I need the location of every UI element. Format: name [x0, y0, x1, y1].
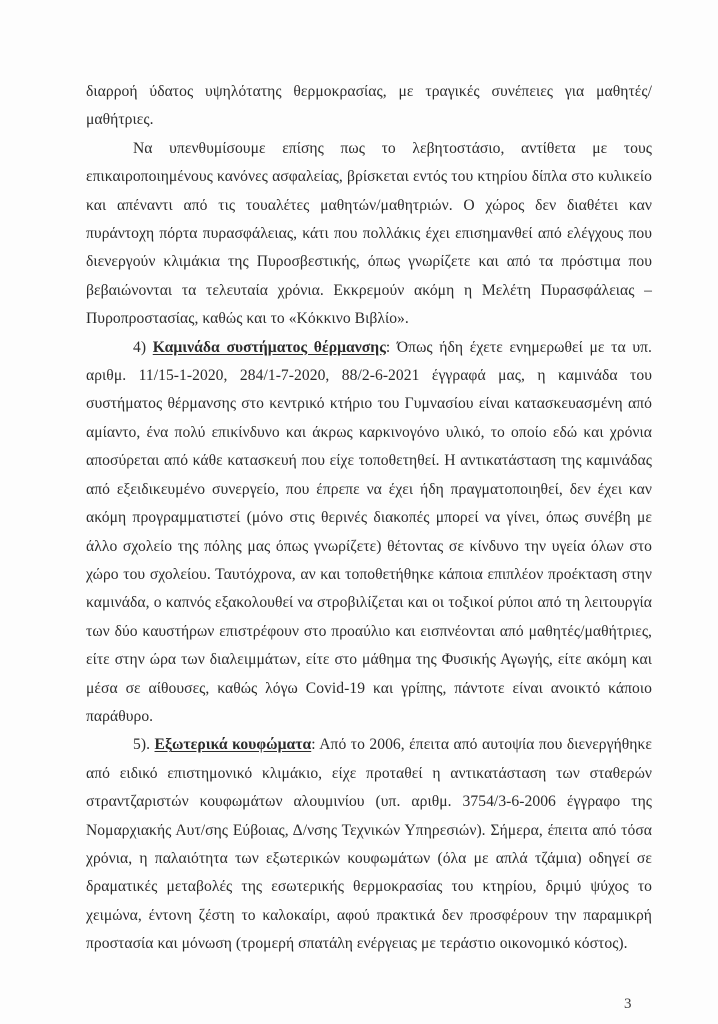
heading-colon: : [311, 736, 316, 754]
paragraph-body: Από το 2006, έπειτα από αυτοψία που διενεργήθηκε από ειδικό επιστημονικό κλιμάκιο, είχε προταθεί η αντικατάσταση των σταθερών στραντζαριστών κουφωμάτων αλουμινίου (υπ. αριθμ. 3754/3-6-2006 έγγραφο της Νομαρχιακής Αυτ/σης Εύβοιας, Δ/νσης Τεχνικών Υπηρεσιών). Σήμερα, έπειτα από τόσα χρόνια, η παλαιότητα των εξωτερικών κουφωμάτων (όλα με απλά τζάμια) οδηγεί σε δραματικές μεταβολές της εσωτερικής θερμοκρασίας του κτηρίου, δριμύ ψύχος το χειμώνα, έντονη ζέστη το καλοκαίρι, αφού πρακτικά δεν προσφέρουν την παραμικρή προστασία και μόνωση (τρομερή σπατάλη ενέργειας με τεράστιο οικονομικό κόστος). [86, 736, 653, 953]
item-number: 5). [133, 736, 151, 754]
paragraph-boiler-room: Να υπενθυμίσουμε επίσης πως το λεβητοστάσιο, αντίθετα με τους επικαιροποιημένους κανόνες ασφαλείας, βρίσκεται εντός του κτηρίου δίπλα στο κυλικείο και απέναντι από τις τουαλέτες μαθητών/μαθητριών. Ο χώρος δεν διαθέτει καν πυράντοχη πόρτα πυρασφάλειας, κάτι που πολλάκις έχει επισημανθεί από ελέγχους που διενεργούν κλιμάκια της Πυροσβεστικής, όπως γνωρίζετε και από τα πρόστιμα που βεβαιώνονται τα τελευταία χρόνια. Εκκρεμούν ακόμη η Μελέτη Πυρασφάλειας – Πυροπροστασίας, καθώς και το «Κόκκινο Βιβλίο». [86, 139, 652, 328]
section-heading-chimney: Καμινάδα συστήματος θέρμανσης [152, 338, 386, 356]
paragraph-chimney [86, 334, 652, 732]
item-number: 4) [133, 338, 147, 356]
paragraph-continuation: διαρροή ύδατος υψηλότατης θερμοκρασίας, με τραγικές συνέπειες για μαθητές/μαθήτριες. [86, 83, 652, 129]
paragraph-body: Όπως ήδη έχετε ενημερωθεί με τα υπ. αριθμ. 11/15-1-2020, 284/1-7-2020, 88/2-6-2021 έγγραφά μας, η καμινάδα του συστήματος θέρμανσης στο κεντρικό κτήριο του Γυμνασίου είναι κατασκευασμένη από αμίαντο, ένα πολύ επικίνδυνο και άκρως καρκινογόνο υλικό, το οποίο εδώ και χρόνια αποσύρεται από κάθε κατασκευή που είχε τοποθετηθεί. Η αντικατάσταση της καμινάδας από εξειδικευμένο συνεργείο, που έπρεπε να έχει ήδη πραγματοποιηθεί, δεν έχει καν ακόμη προγραμματιστεί (μόνο στις θερινές διακοπές μπορεί να γίνει, όπως συνέβη με άλλο σχολείο της πόλης μας όπως γνωρίζετε) θέτοντας σε κίνδυνο την υγεία όλων στο χώρο του σχολείου. Ταυτόχρονα, αν και τοποθετήθηκε κάποια επιπλέον προέκταση στην καμινάδα, ο καπνός εξακολουθεί να στροβιλίζεται και οι τοξικοί ρύποι από τη λειτουργία των δύο καυστήρων επιστρέφουν στο προαύλιο και εισπνέονται από μαθητές/μαθήτριες, είτε στην ώρα των διαλειμμάτων, είτε στο μάθημα της Φυσικής Αγωγής, είτε ακόμη και μέσα σε αίθουσες, καθώς λόγω Covid-19 και γρίπης, πάντοτε είναι ανοικτό κάποιο παράθυρο. [86, 338, 652, 725]
paragraph-window-frames [86, 731, 652, 958]
section-heading-window-frames: Εξωτερικά κουφώματα [154, 736, 312, 754]
heading-colon: : [385, 338, 391, 356]
document-page-body [86, 78, 652, 959]
page-number: 3 [624, 996, 632, 1012]
